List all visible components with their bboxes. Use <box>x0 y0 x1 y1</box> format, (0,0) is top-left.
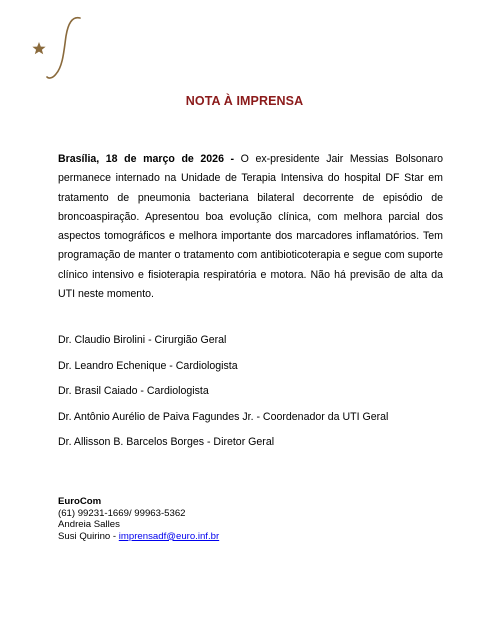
signatory: Dr. Allisson B. Barcelos Borges - Diretor Geral <box>58 436 275 448</box>
contact-person: Susi Quirino - <box>58 530 119 542</box>
signatory: Dr. Antônio Aurélio de Paiva Fagundes Jr. - Coordenador da UTI Geral <box>58 410 389 423</box>
signatory: Dr. Claudio Birolini - Cirurgião Geral <box>58 334 227 346</box>
contact-person-email-line <box>58 531 219 543</box>
page-title: NOTA À IMPRENSA <box>185 94 304 108</box>
star-integral-logo-icon <box>30 16 86 80</box>
statement-lead: Brasília, 18 de março de 2026 - <box>58 153 235 165</box>
signatory: Dr. Leandro Echenique - Cardiologista <box>58 359 238 372</box>
press-contact <box>58 496 219 542</box>
signatories-list <box>58 334 458 462</box>
statement-text: O ex-presidente Jair Messias Bolsonaro permanece internado na Unidade de Terapia Intensiva do hospital DF Star em tratamento de pneumonia bacteriana bilateral decorrente de episódio de broncoaspiração. Apresentou boa evolução clínica, com melhora parcial dos aspectos tomográficos e melhora importante dos marcadores inflamatórios. Tem programação de manter o tratamento com antibioticoterapia e segue com suporte clínico intensivo e fisioterapia respiratória e motora. Não há previsão de alta da UTI neste momento. <box>58 153 443 301</box>
contact-email-link[interactable]: imprensadf@euro.inf.br <box>118 530 220 542</box>
contact-org: EuroCom <box>58 496 102 507</box>
signatory: Dr. Brasil Caiado - Cardiologista <box>58 385 209 397</box>
hospital-logo <box>30 16 86 80</box>
contact-phones: (61) 99231-1669/ 99963-5362 <box>58 507 186 519</box>
contact-person: Andreia Salles <box>58 519 120 531</box>
statement-paragraph <box>58 150 443 304</box>
